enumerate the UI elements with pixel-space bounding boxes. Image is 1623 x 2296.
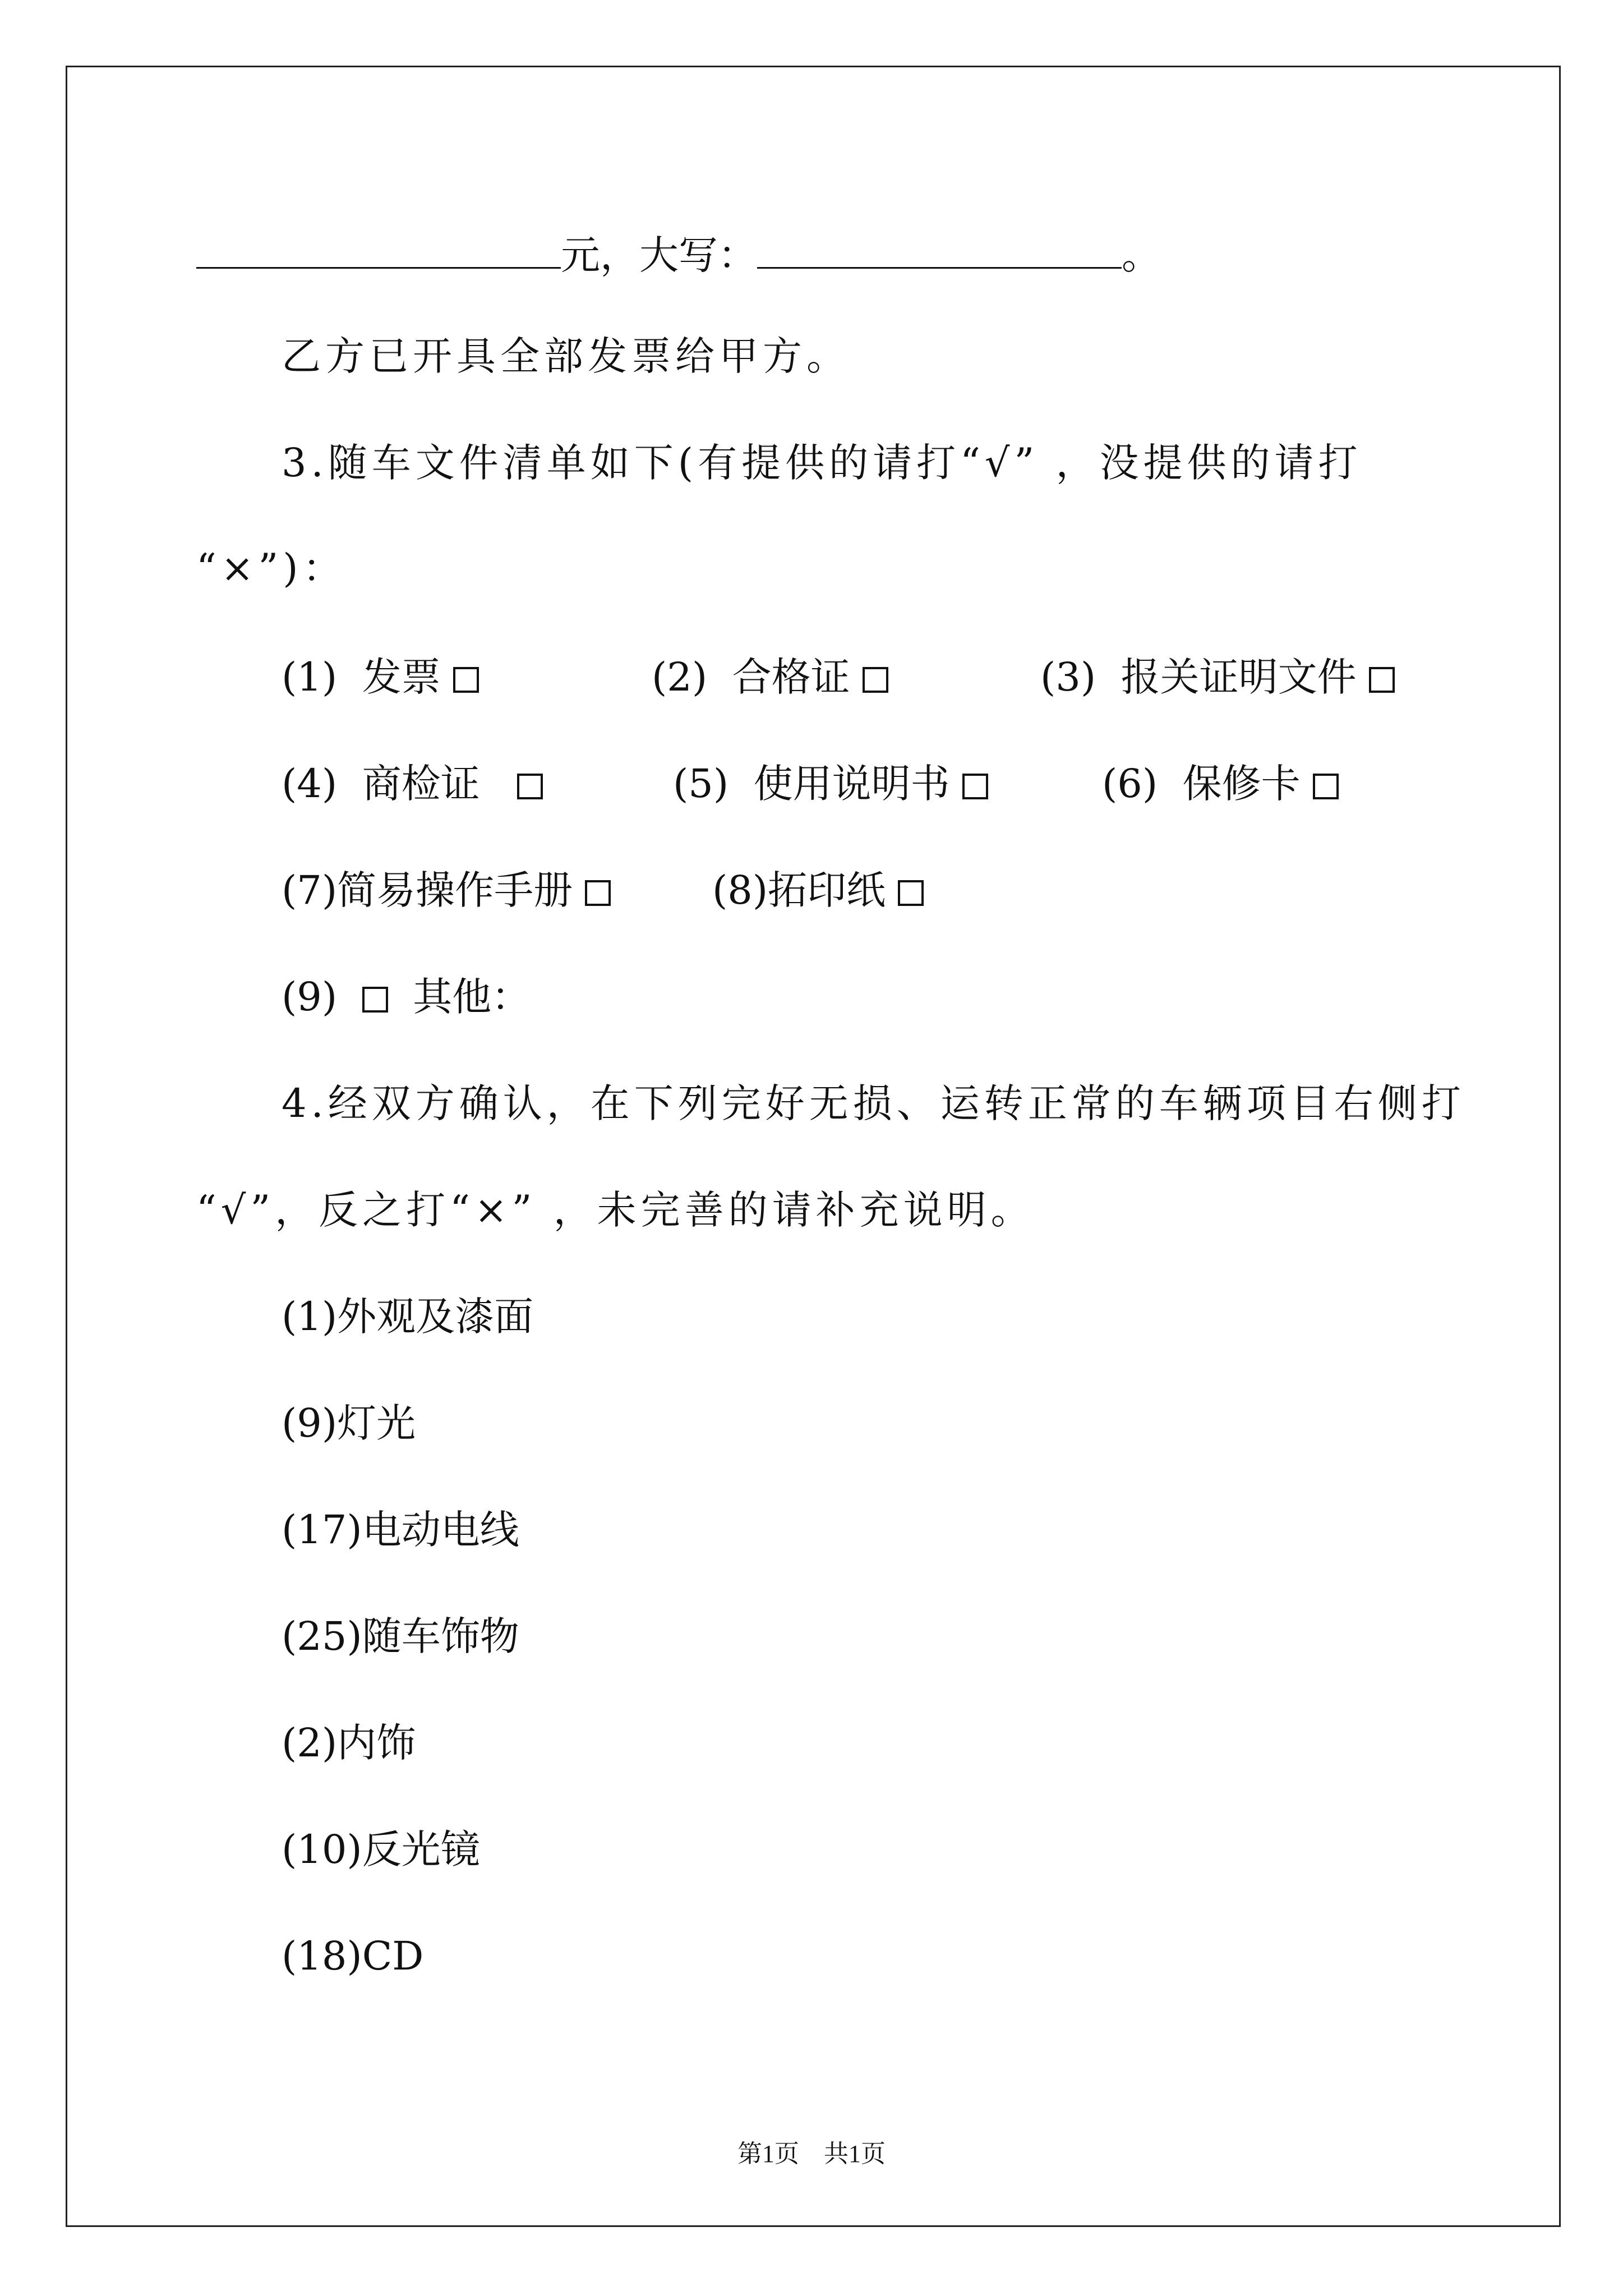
section4-heading-line2: “√”，反之打“×” ，未完善的请补充说明。 [196,1187,1035,1233]
doc-item-7-checkbox[interactable] [585,880,611,906]
vehicle-item-7: (18)CD [282,1933,424,1979]
amount-end-mark: 。 [1122,232,1161,278]
doc-item-4-label: 商检证 [362,761,480,807]
section3-heading-line2: “×”)： [196,545,347,591]
doc-item-4-num: (4) [282,761,338,807]
section4-heading-line1: 4.经双方确认，在下列完好无损、运转正常的车辆项目右侧打 [282,1080,1465,1126]
doc-item-2-checkbox[interactable] [863,667,888,693]
doc-item-1-checkbox[interactable] [453,667,479,693]
vehicle-item-1: (1)外观及漆面 [282,1294,534,1340]
doc-item-9-checkbox[interactable] [362,987,388,1013]
page-frame [66,66,1561,2227]
doc-item-7-num: (7) [282,867,338,913]
doc-item-3-label: 报关证明文件 [1121,654,1357,700]
doc-item-6-checkbox[interactable] [1313,774,1339,799]
doc-item-8-label: 拓印纸 [768,867,886,913]
doc-item-5 [673,761,988,807]
doc-item-3-num: (3) [1040,654,1096,700]
doc-item-5-label: 使用说明书 [753,761,950,807]
vehicle-item-5: (2)内饰 [282,1720,416,1766]
doc-item-1-label: 发票 [362,654,441,700]
doc-item-9-label: 其他： [413,974,531,1020]
vehicle-item-2: (9)灯光 [282,1400,416,1446]
amount-line [196,232,1161,278]
doc-item-8-checkbox[interactable] [898,880,924,906]
doc-item-2-num: (2) [652,654,708,700]
doc-item-4 [282,761,543,807]
doc-item-9-num: (9) [282,974,338,1020]
vehicle-item-3: (17)电动电线 [282,1507,519,1553]
doc-item-6-label: 保修卡 [1182,761,1301,807]
doc-item-5-checkbox[interactable] [962,774,988,799]
doc-item-8 [712,867,924,913]
doc-item-9 [282,974,531,1020]
invoice-note: 乙方已开具全部发票给甲方。 [282,333,850,379]
doc-item-6-num: (6) [1102,761,1158,807]
doc-item-6 [1102,761,1339,807]
doc-item-2 [652,654,888,700]
amount-words-blank[interactable] [757,234,1122,269]
page-footer: 第1页 共1页 [737,2140,886,2168]
doc-item-1-num: (1) [282,654,338,700]
doc-item-1 [282,654,479,700]
doc-item-8-num: (8) [712,867,768,913]
amount-unit-label: 元，大写： [561,232,757,278]
doc-item-3 [1040,654,1395,700]
doc-item-2-label: 合格证 [732,654,850,700]
doc-item-5-num: (5) [673,761,729,807]
vehicle-item-4: (25)随车饰物 [282,1613,519,1659]
doc-item-7 [282,867,611,913]
vehicle-item-6: (10)反光镜 [282,1826,480,1872]
doc-item-4-checkbox[interactable] [517,774,543,799]
doc-item-7-label: 简易操作手册 [337,867,573,913]
amount-number-blank[interactable] [196,234,561,269]
section3-heading-line1: 3.随车文件清单如下(有提供的请打“√” ，没提供的请打 [282,440,1362,486]
doc-item-3-checkbox[interactable] [1369,667,1395,693]
